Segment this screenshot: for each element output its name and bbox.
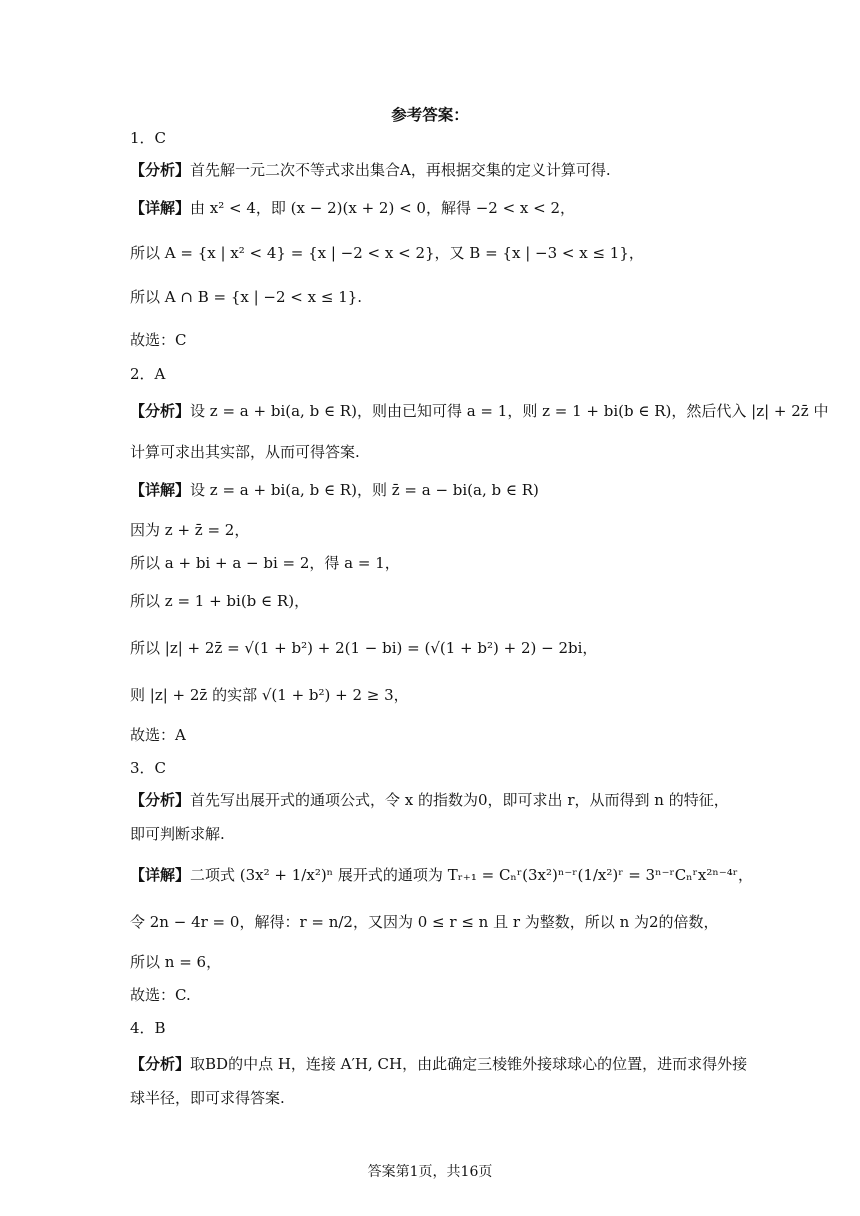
line-text: 令 2n − 4r = 0，解得：r = n/2，又因为 0 ≤ r ≤ n 且 r 为整数，所以 n 为2的倍数， (130, 913, 719, 931)
page-title: 参考答案： (391, 105, 469, 124)
line-text: 因为 z + z̄ = 2， (130, 521, 250, 539)
answer-line (130, 1018, 166, 1038)
answer-line (130, 952, 221, 972)
answer-line (130, 442, 360, 462)
line-text: 2．A (130, 365, 166, 383)
line-text: 所以 A ∩ B = {x | −2 < x ≤ 1}. (130, 288, 363, 306)
answer-line (130, 330, 186, 350)
answer-line (130, 243, 644, 263)
answer-line (130, 758, 166, 778)
line-text: 设 z = a + bi(a, b ∈ R)，则由已知可得 a = 1，则 z = 1 + bi(b ∈ R)，然后代入 |z| + 2z̄ 中 (190, 402, 829, 420)
line-text: 即可判断求解. (130, 825, 225, 843)
answer-line (130, 912, 719, 932)
line-text: 所以 n = 6， (130, 953, 222, 971)
section-tag: 【详解】 (130, 481, 191, 499)
answer-line (130, 553, 400, 573)
answer-line (130, 128, 166, 148)
section-tag: 【分析】 (130, 1055, 191, 1073)
line-text: 计算可求出其实部，从而可得答案. (130, 443, 360, 461)
answer-line (130, 685, 409, 705)
section-tag: 【分析】 (130, 402, 191, 420)
line-text: 则 |z| + 2z̄ 的实部 √(1 + b²) + 2 ≥ 3， (130, 686, 409, 704)
line-text: 由 x² < 4，即 (x − 2)(x + 2) < 0，解得 −2 < x < 2， (190, 199, 576, 217)
line-text: 所以 a + bi + a − bi = 2，得 a = 1， (130, 554, 400, 572)
section-tag: 【详解】 (130, 199, 191, 217)
line-text: 故选：C (130, 331, 187, 349)
answer-line (130, 1088, 285, 1108)
answer-line (130, 160, 611, 180)
section-tag: 【分析】 (130, 161, 191, 179)
answer-line (130, 985, 191, 1005)
answer-line (130, 520, 249, 540)
line-text: 3．C (130, 759, 167, 777)
answer-line (130, 480, 539, 500)
answer-line (130, 638, 597, 658)
line-text: 首先解一元二次不等式求出集合A，再根据交集的定义计算可得. (190, 161, 611, 179)
line-text: 所以 A = {x | x² < 4} = {x | −2 < x < 2}，又 B = {x | −3 < x ≤ 1}， (130, 244, 644, 262)
answer-line (130, 198, 575, 218)
line-text: 所以 |z| + 2z̄ = √(1 + b²) + 2(1 − bi) = (√(1 + b²) + 2) − 2bi， (130, 639, 598, 657)
answer-line (130, 865, 753, 885)
line-text: 故选：C. (130, 986, 191, 1004)
answer-line (130, 725, 186, 745)
line-text: 首先写出展开式的通项公式，令 x 的指数为0，即可求出 r，从而得到 n 的特征， (190, 791, 729, 809)
line-text: 4．B (130, 1019, 166, 1037)
section-tag: 【分析】 (130, 791, 191, 809)
line-text: 取BD的中点 H，连接 A′H, CH，由此确定三棱锥外接球球心的位置，进而求得外接 (190, 1055, 748, 1073)
line-text: 1．C (130, 129, 167, 147)
section-tag: 【详解】 (130, 866, 191, 884)
answer-line (130, 1054, 747, 1074)
line-text: 故选：A (130, 726, 186, 744)
answer-line (130, 824, 225, 844)
answer-line (130, 790, 729, 810)
line-text: 设 z = a + bi(a, b ∈ R)，则 z̄ = a − bi(a, b ∈ R) (190, 481, 539, 499)
page-footer: 答案第1页，共16页 (367, 1164, 493, 1180)
line-text: 球半径，即可求得答案. (130, 1089, 285, 1107)
answer-line (130, 287, 362, 307)
answer-line (130, 401, 828, 421)
line-text: 二项式 (3x² + 1/x²)ⁿ 展开式的通项为 Tᵣ₊₁ = Cₙʳ(3x²)ⁿ⁻ʳ(1/x²)ʳ = 3ⁿ⁻ʳCₙʳx²ⁿ⁻⁴ʳ， (190, 866, 753, 884)
line-text: 所以 z = 1 + bi(b ∈ R)， (130, 592, 310, 610)
answer-line (130, 591, 309, 611)
answer-line (130, 364, 165, 384)
